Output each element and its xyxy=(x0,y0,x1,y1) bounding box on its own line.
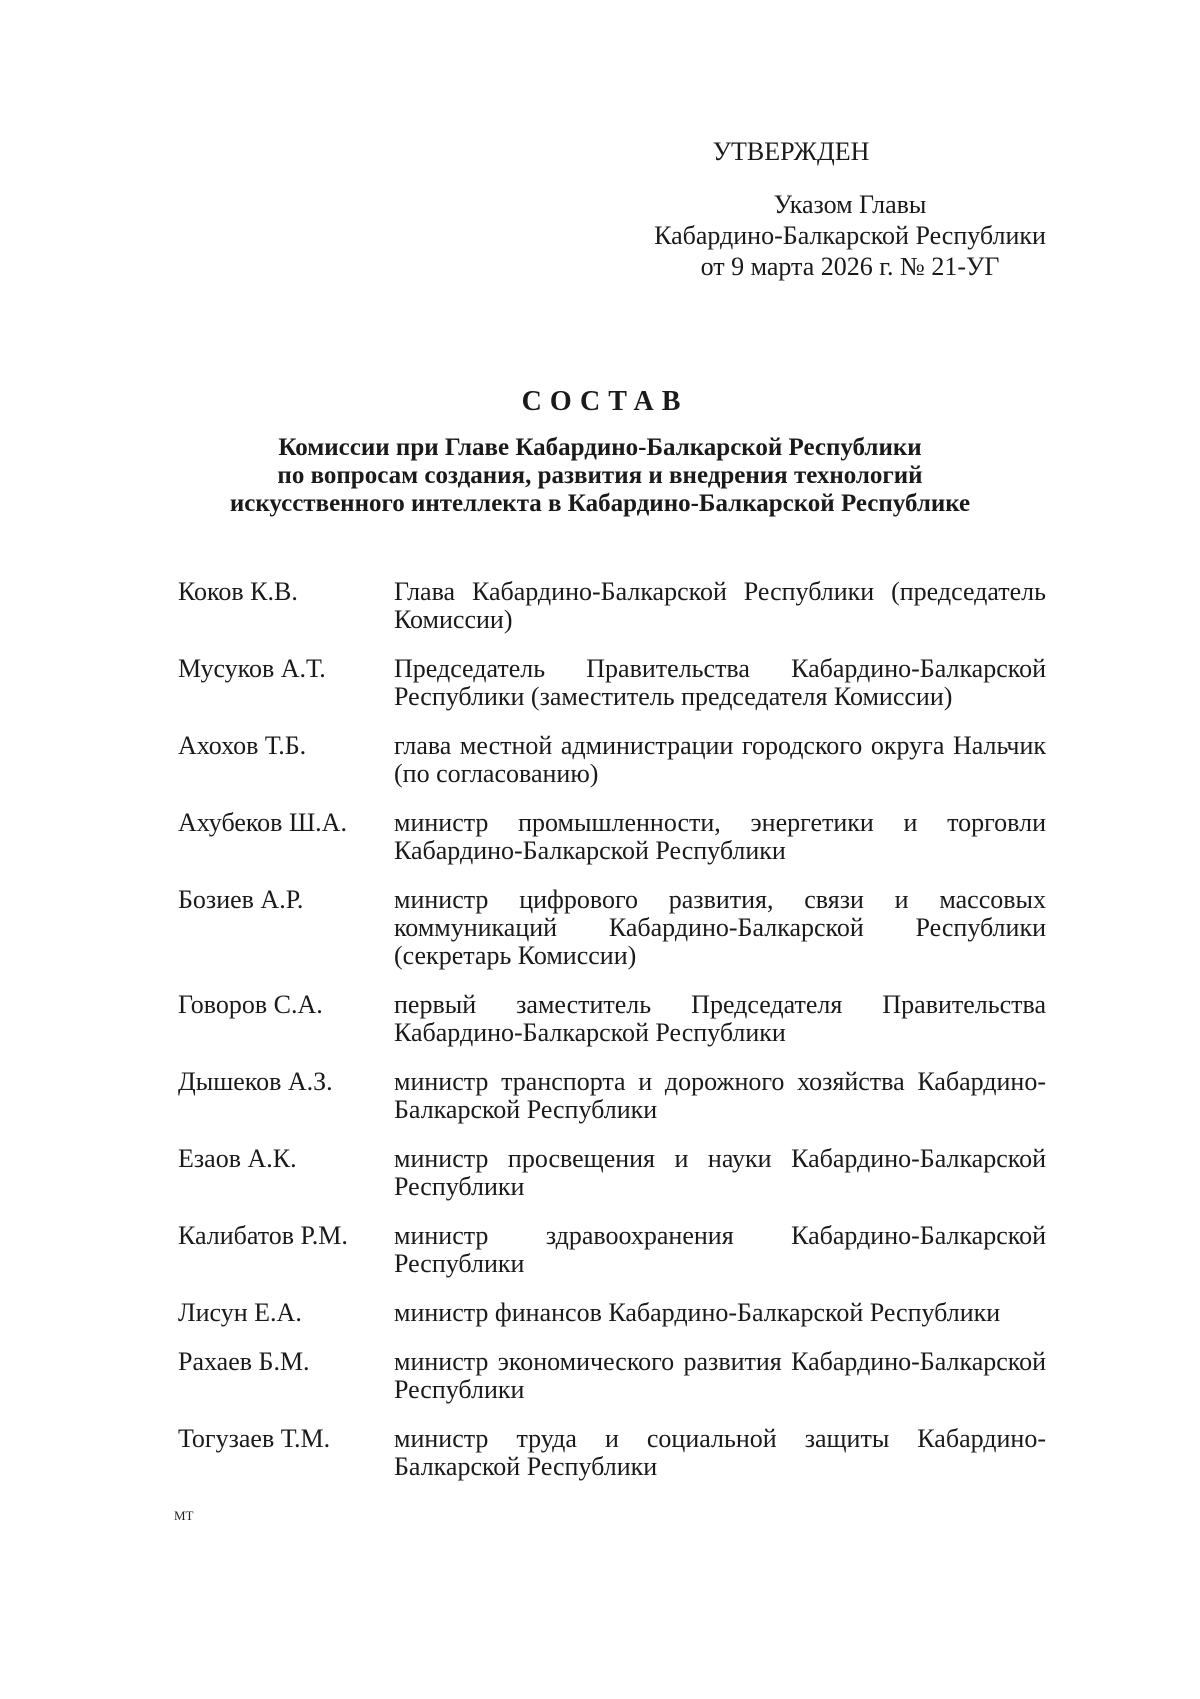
member-name: Дышеков А.З. xyxy=(178,1067,333,1096)
member-name: Бозиев А.Р. xyxy=(178,885,304,914)
document-title: СОСТАВ xyxy=(521,386,689,417)
member-name: Мусуков А.Т. xyxy=(178,654,326,683)
member-role: министр просвещения и науки Кабардино-Балкарской Республики xyxy=(394,1144,1046,1201)
subtitle-line: по вопросам создания, развития и внедрения технологий xyxy=(277,462,923,489)
member-role: министр цифрового развития, связи и массовых коммуникаций Кабардино-Балкарской Республики (секретарь Комиссии) xyxy=(394,885,1046,970)
member-row xyxy=(178,1299,1046,1327)
member-name: Езаов А.К. xyxy=(178,1144,297,1173)
footer-mark: МТ xyxy=(174,1508,194,1523)
member-role: Председатель Правительства Кабардино-Балкарской Республики (заместитель председателя Комиссии) xyxy=(394,654,1046,711)
subtitle-line: Комиссии при Главе Кабардино-Балкарской Республики xyxy=(278,434,922,461)
approval-line: Кабардино-Балкарской Республики xyxy=(654,221,1046,250)
approval-line: от 9 марта 2026 г. № 21-УГ xyxy=(700,252,1000,281)
member-role: первый заместитель Председателя Правительства Кабардино-Балкарской Республики xyxy=(394,990,1046,1047)
member-name: Ахубеков Ш.А. xyxy=(178,808,347,837)
member-role: министр транспорта и дорожного хозяйства Кабардино-Балкарской Республики xyxy=(394,1067,1046,1124)
member-row xyxy=(178,886,1046,970)
member-role: министр финансов Кабардино-Балкарской Республики xyxy=(394,1298,1001,1327)
member-name: Говоров С.А. xyxy=(178,990,323,1019)
member-name: Тогузаев Т.М. xyxy=(178,1424,331,1453)
member-role: министр экономического развития Кабардино-Балкарской Республики xyxy=(394,1347,1046,1404)
member-row xyxy=(178,655,1046,711)
member-row xyxy=(178,732,1046,788)
member-row xyxy=(178,809,1046,865)
member-row xyxy=(178,1145,1046,1201)
member-name: Рахаев Б.М. xyxy=(178,1347,310,1376)
member-name: Ахохов Т.Б. xyxy=(178,731,307,760)
member-name: Лисун Е.А. xyxy=(178,1298,302,1327)
approval-block xyxy=(600,136,1100,282)
member-name: Коков К.В. xyxy=(178,577,298,606)
member-role: Глава Кабардино-Балкарской Республики (председатель Комиссии) xyxy=(394,577,1046,634)
member-row xyxy=(178,1348,1046,1404)
document-subtitle xyxy=(150,434,1050,518)
approval-line: Указом Главы xyxy=(773,190,927,219)
member-name: Калибатов Р.М. xyxy=(178,1221,348,1250)
member-role: министр здравоохранения Кабардино-Балкарской Республики xyxy=(394,1221,1046,1278)
member-row xyxy=(178,1222,1046,1278)
member-row xyxy=(178,1068,1046,1124)
members-list xyxy=(178,578,1046,1502)
member-role: глава местной администрации городского округа Нальчик (по согласованию) xyxy=(394,731,1046,788)
member-role: министр промышленности, энергетики и торговли Кабардино-Балкарской Республики xyxy=(394,808,1046,865)
member-role: министр труда и социальной защиты Кабардино-Балкарской Республики xyxy=(394,1424,1046,1481)
member-row xyxy=(178,1425,1046,1481)
member-row xyxy=(178,578,1046,634)
subtitle-line: искусственного интеллекта в Кабардино-Балкарской Республике xyxy=(229,490,971,517)
approval-stamp: УТВЕРЖДЕН xyxy=(712,137,870,166)
member-row xyxy=(178,991,1046,1047)
